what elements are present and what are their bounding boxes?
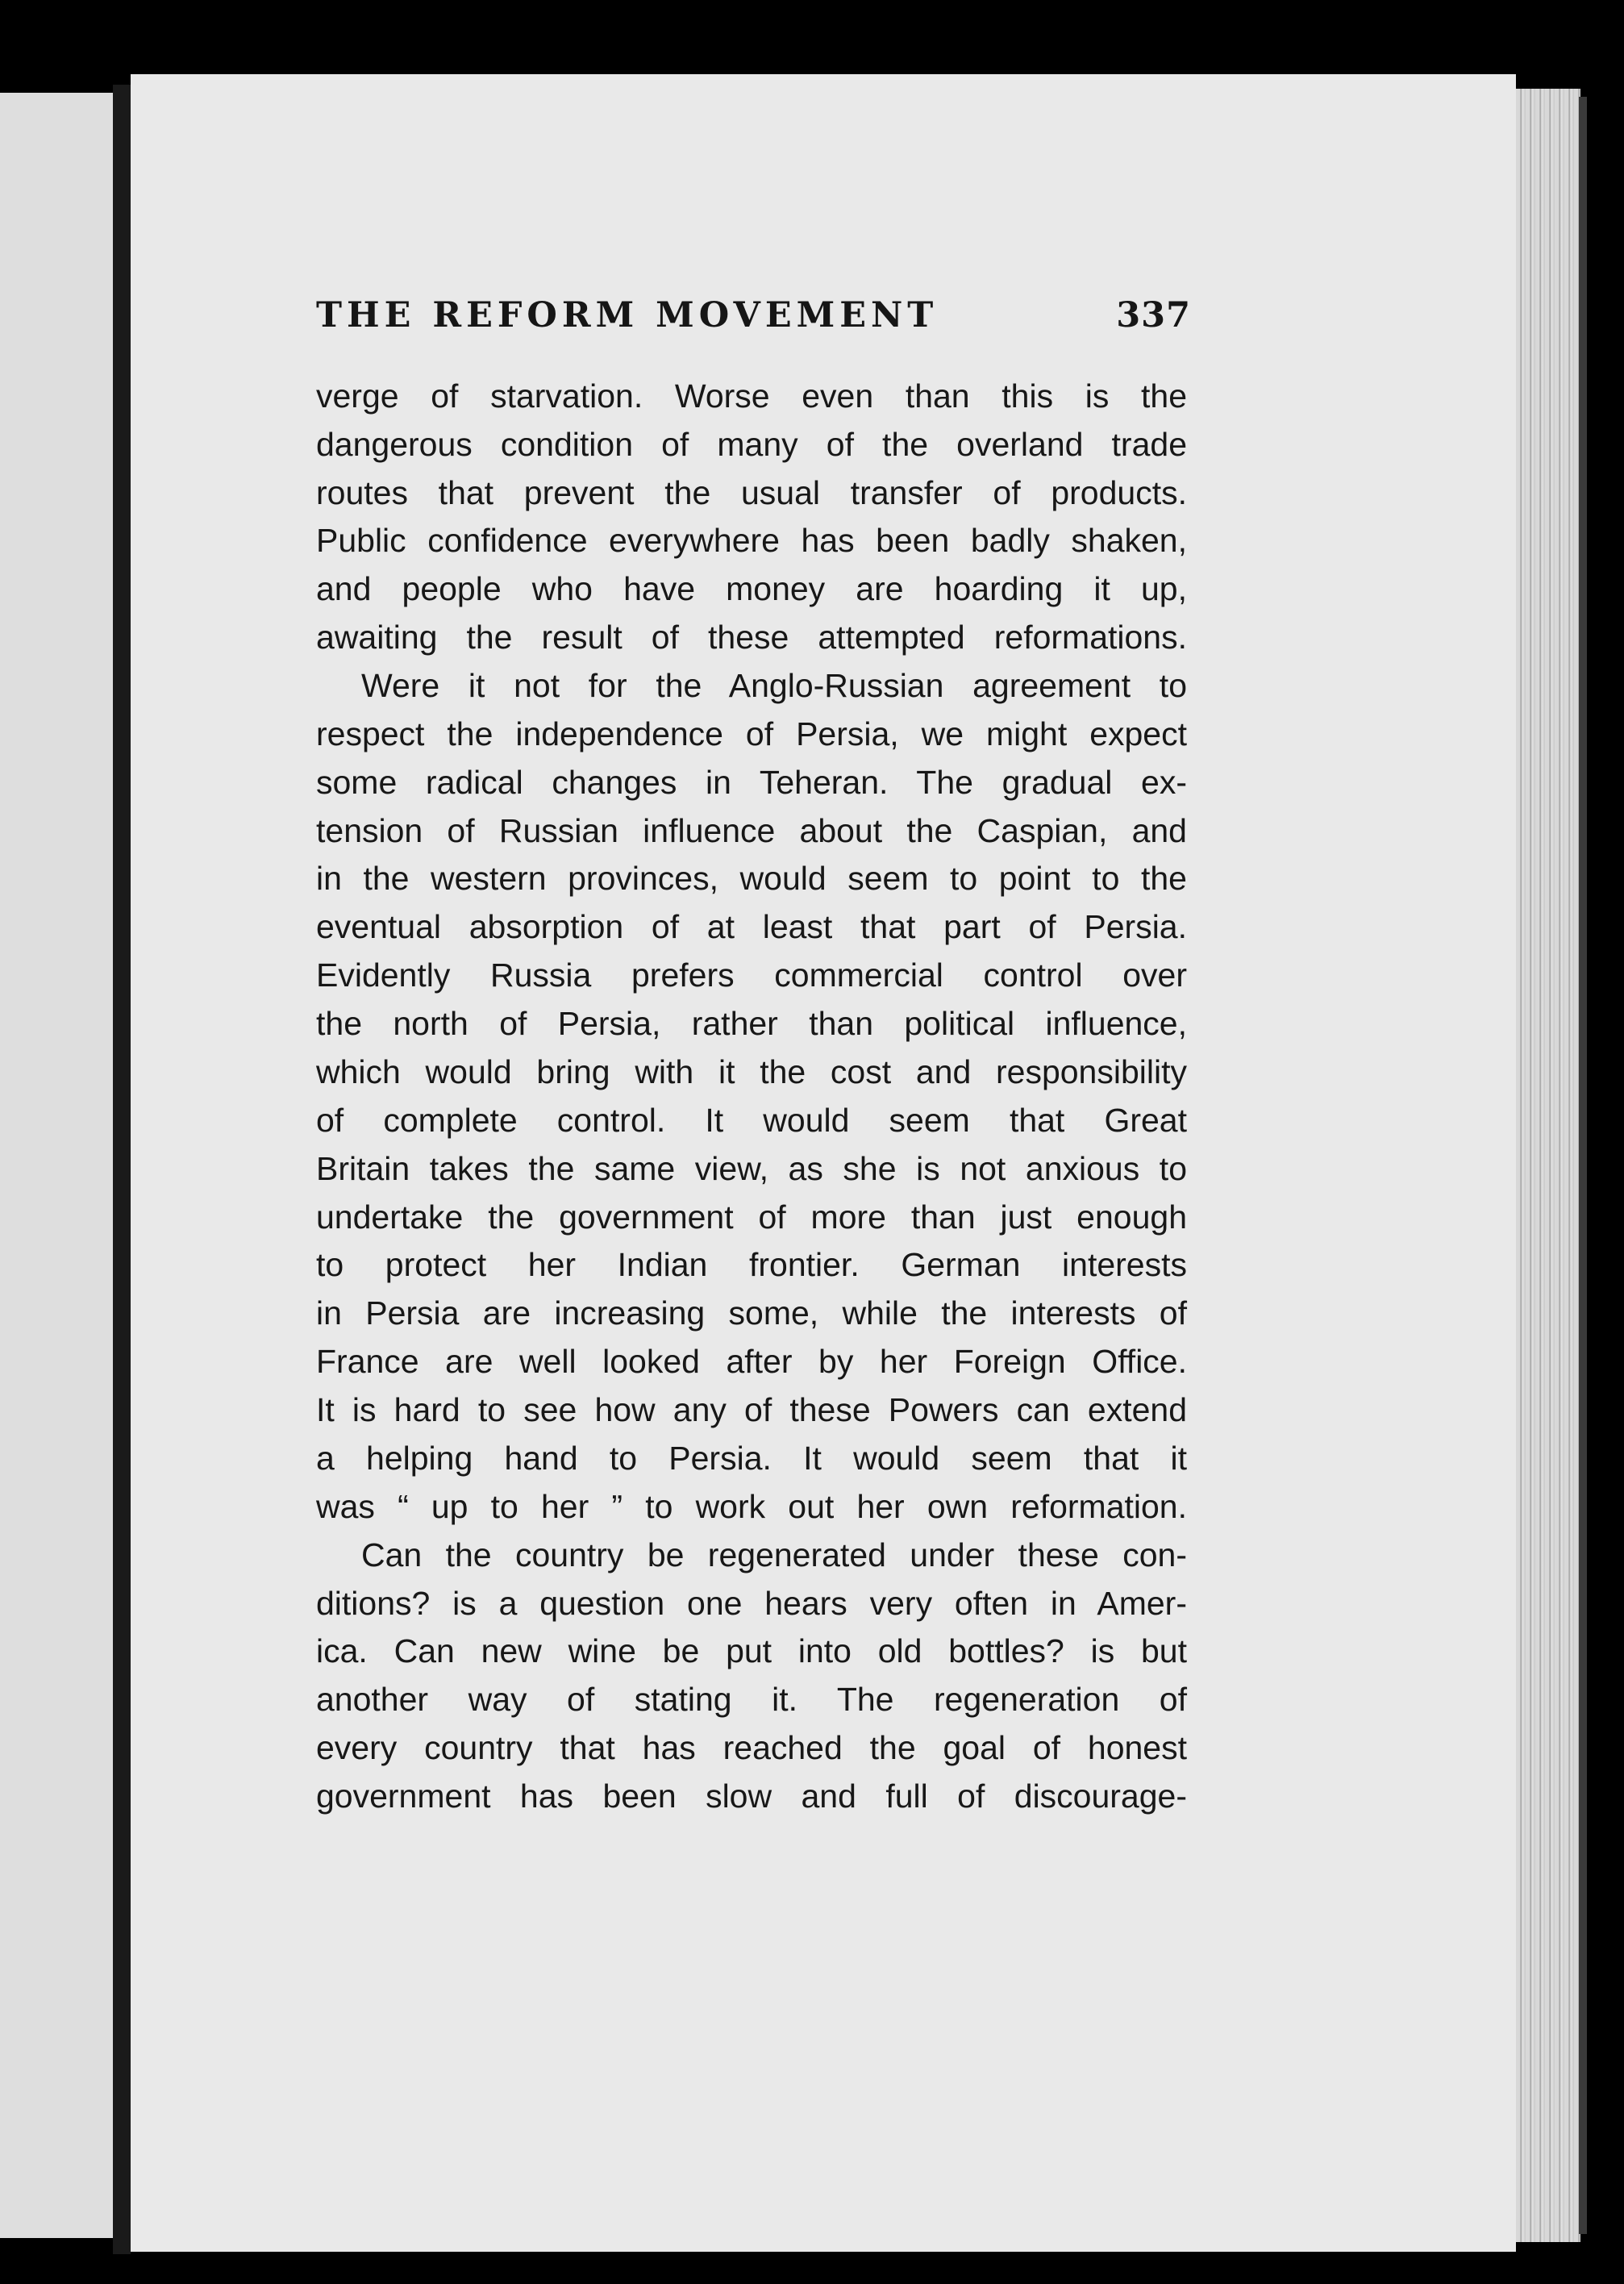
text-line: Britain takes the same view, as she is not anxious to (316, 1150, 1187, 1187)
text-line: of complete control. It would seem that Great (316, 1102, 1187, 1139)
text-line: verge of starvation. Worse even than this is the (316, 377, 1187, 415)
book-gutter (113, 85, 131, 2254)
text-line: tension of Russian influence about the Caspian, and (316, 812, 1187, 849)
text-line: a helping hand to Persia. It would seem that it (316, 1440, 1187, 1477)
running-head (316, 295, 1191, 336)
text-line: awaiting the result of these attempted reformations. (316, 619, 1187, 656)
text-line: respect the independence of Persia, we might expect (316, 715, 1187, 752)
text-line: to protect her Indian frontier. German interests (316, 1246, 1187, 1283)
text-line: It is hard to see how any of these Powers can extend (316, 1391, 1187, 1428)
text-line: Can the country be regenerated under these con- (361, 1536, 1187, 1573)
page-number: 337 (1116, 295, 1191, 336)
text-line: and people who have money are hoarding it up, (316, 570, 1187, 607)
text-line: dangerous condition of many of the overland trade (316, 426, 1187, 463)
running-head-title: THE REFORM MOVEMENT (316, 295, 939, 336)
text-line: Public confidence everywhere has been badly shaken, (316, 522, 1187, 559)
text-line: ditions? is a question one hears very often in Amer- (316, 1585, 1187, 1622)
text-line: eventual absorption of at least that part of Persia. (316, 908, 1187, 945)
text-line: Were it not for the Anglo-Russian agreement to (361, 667, 1187, 704)
text-line: Evidently Russia prefers commercial control over (316, 957, 1187, 994)
text-line: was “ up to her ” to work out her own reformation. (316, 1488, 1187, 1525)
text-line: ica. Can new wine be put into old bottles? is but (316, 1632, 1187, 1669)
text-line: France are well looked after by her Foreign Office. (316, 1343, 1187, 1380)
facing-page-edge (0, 93, 113, 2238)
text-line: another way of stating it. The regeneration of (316, 1681, 1187, 1718)
page-stack-edge (1516, 89, 1580, 2242)
text-line: which would bring with it the cost and responsibility (316, 1053, 1187, 1090)
text-line: government has been slow and full of discourage- (316, 1778, 1187, 1815)
text-line: the north of Persia, rather than political influence, (316, 1005, 1187, 1042)
book-cover-edge (1579, 97, 1587, 2234)
text-line: in Persia are increasing some, while the interests of (316, 1294, 1187, 1332)
text-line: routes that prevent the usual transfer of products. (316, 474, 1187, 511)
text-line: every country that has reached the goal of honest (316, 1729, 1187, 1766)
text-line: in the western provinces, would seem to point to the (316, 860, 1187, 897)
text-line: some radical changes in Teheran. The gradual ex- (316, 764, 1187, 801)
text-line: undertake the government of more than just enough (316, 1198, 1187, 1236)
